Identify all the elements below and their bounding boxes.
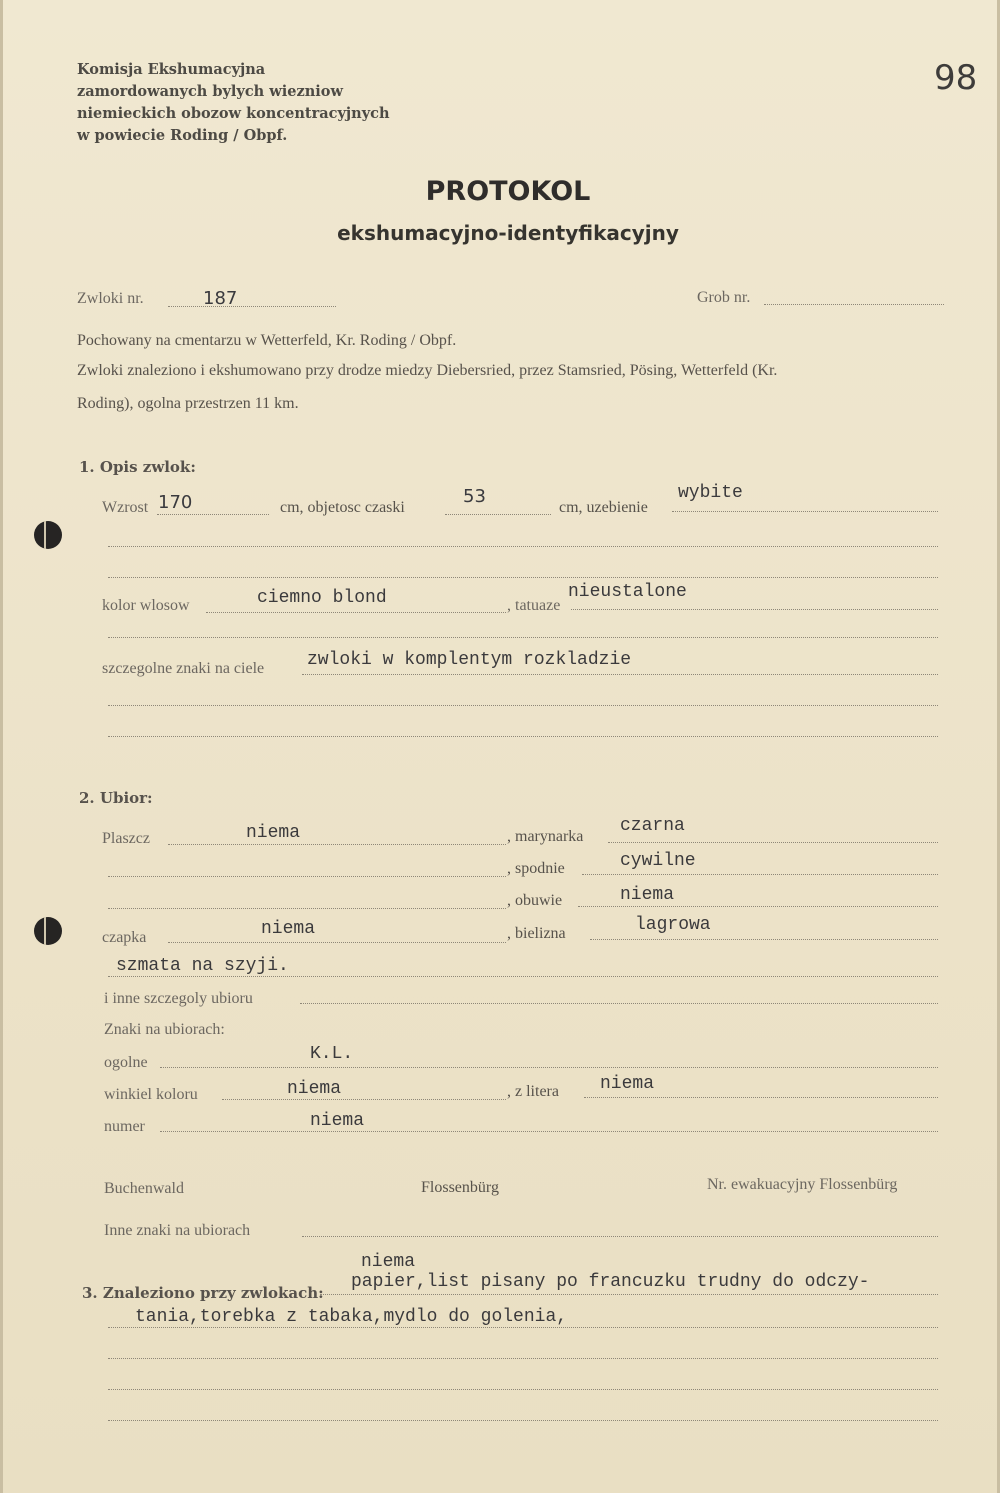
blank-line xyxy=(108,637,938,638)
znaleziono-line-2: Roding), ogolna przestrzen 11 km. xyxy=(77,395,299,412)
plaszcz-line xyxy=(168,844,506,845)
ogolne-line xyxy=(160,1067,938,1068)
znaki-cialo-label: szczegolne znaki na ciele xyxy=(102,660,265,677)
blank-line xyxy=(108,577,938,578)
marynarka-line xyxy=(608,842,938,843)
ewakuacyjny-label: Nr. ewakuacyjny Flossenbürg xyxy=(707,1176,898,1193)
ogolne-value: K.L. xyxy=(310,1044,354,1064)
zwloki-line xyxy=(168,306,336,307)
wzrost-value: 170 xyxy=(158,492,193,513)
szmata-text: szmata na szyji. xyxy=(116,956,289,976)
plaszcz-label: Plaszcz xyxy=(102,830,150,847)
punch-hole-icon xyxy=(34,521,62,549)
wlosy-value: ciemno blond xyxy=(257,588,387,608)
znaleziono-value-1: papier,list pisany po francuzku trudny do odczy- xyxy=(351,1272,870,1292)
grob-line xyxy=(764,304,944,305)
inne-szczegoly-label: i inne szczegoly ubioru xyxy=(104,990,253,1007)
grob-label: Grob nr. xyxy=(697,289,751,306)
bielizna-line xyxy=(590,939,938,940)
cm-objetosc-label: cm, objetosc czaski xyxy=(280,499,405,516)
znaleziono-line xyxy=(320,1294,938,1295)
document-subtitle: ekshumacyjno-identyfikacyjny xyxy=(337,221,679,245)
tatuaze-label: , tatuaze xyxy=(507,597,561,614)
uzebienie-value: wybite xyxy=(678,483,743,503)
wzrost-line xyxy=(157,514,269,515)
wlosy-label: kolor wlosow xyxy=(102,597,190,614)
pochowany-text: Pochowany na cmentarzu w Wetterfeld, Kr. Roding / Obpf. xyxy=(77,332,457,349)
blank-line xyxy=(108,976,938,977)
czaszka-value: 53 xyxy=(463,486,486,507)
buchenwald-label: Buchenwald xyxy=(104,1180,184,1197)
litera-label: , z litera xyxy=(507,1083,559,1100)
blank-line xyxy=(108,705,938,706)
page-number: 98 xyxy=(934,58,978,98)
punch-hole-icon xyxy=(34,917,62,945)
bielizna-label: , bielizna xyxy=(507,925,566,942)
litera-value: niema xyxy=(600,1074,655,1094)
section-1-heading: 1. Opis zwlok: xyxy=(79,458,196,476)
plaszcz-value: niema xyxy=(246,823,301,843)
inne-znaki-value: niema xyxy=(361,1252,416,1272)
litera-line xyxy=(584,1097,938,1098)
zwloki-value: 187 xyxy=(203,288,238,309)
znaki-ubiory-label: Znaki na ubiorach: xyxy=(104,1021,225,1038)
header-line-3: niemieckich obozow koncentracyjnych xyxy=(77,105,390,122)
section-3-heading: 3. Znaleziono przy zwlokach: xyxy=(82,1284,324,1302)
winkiel-line xyxy=(222,1099,506,1100)
inne-szczegoly-line xyxy=(300,1003,938,1004)
blank-line xyxy=(108,546,938,547)
tatuaze-line xyxy=(571,609,938,610)
spodnie-value: cywilne xyxy=(620,851,696,871)
blank-line xyxy=(108,1327,938,1328)
section-2-heading: 2. Ubior: xyxy=(79,789,153,807)
inne-znaki-label: Inne znaki na ubiorach xyxy=(104,1222,251,1239)
uzebienie-line xyxy=(672,511,938,512)
obuwie-value: niema xyxy=(620,885,675,905)
winkiel-value: niema xyxy=(287,1079,342,1099)
blank-line xyxy=(108,736,938,737)
blank-line xyxy=(108,876,506,877)
winkiel-label: winkiel koloru xyxy=(104,1086,198,1103)
tatuaze-value: nieustalone xyxy=(568,582,687,602)
spodnie-line xyxy=(582,874,938,875)
bielizna-value: lagrowa xyxy=(635,915,711,935)
spodnie-label: , spodnie xyxy=(507,860,565,877)
header-line-4: w powiecie Roding / Obpf. xyxy=(77,127,288,144)
czaszka-line xyxy=(445,514,551,515)
ogolne-label: ogolne xyxy=(104,1054,148,1071)
znaleziono-value-2: tania,torebka z tabaka,mydlo do golenia, xyxy=(135,1307,568,1327)
znaki-cialo-value: zwloki w komplentym rozkladzie xyxy=(307,650,632,670)
blank-line xyxy=(108,1420,938,1421)
numer-value: niema xyxy=(310,1111,365,1131)
flossenburg-label: Flossenbürg xyxy=(421,1179,499,1196)
document-title: PROTOKOL xyxy=(425,176,591,207)
blank-line xyxy=(108,1358,938,1359)
obuwie-label: , obuwie xyxy=(507,892,563,909)
header-line-1: Komisja Ekshumacyjna xyxy=(77,61,266,78)
numer-label: numer xyxy=(104,1118,145,1135)
numer-line xyxy=(160,1131,938,1132)
inne-znaki-line xyxy=(302,1236,938,1237)
czapka-value: niema xyxy=(261,919,316,939)
czapka-line xyxy=(168,942,506,943)
zwloki-label: Zwloki nr. xyxy=(77,290,144,307)
blank-line xyxy=(108,908,506,909)
cm-uzebienie-label: cm, uzebienie xyxy=(559,499,648,516)
wzrost-label: Wzrost xyxy=(102,499,149,516)
blank-line xyxy=(108,1389,938,1390)
header-line-2: zamordowanych bylych wiezniow xyxy=(77,83,343,100)
czapka-label: czapka xyxy=(102,929,147,946)
znaleziono-line-1: Zwloki znaleziono i ekshumowano przy drodze miedzy Diebersried, przez Stamsried, Pösing, Wetterfeld (Kr. xyxy=(77,362,778,379)
marynarka-label: , marynarka xyxy=(507,828,584,845)
marynarka-value: czarna xyxy=(620,816,685,836)
wlosy-line xyxy=(206,612,506,613)
znaki-cialo-line xyxy=(302,674,938,675)
obuwie-line xyxy=(578,906,938,907)
